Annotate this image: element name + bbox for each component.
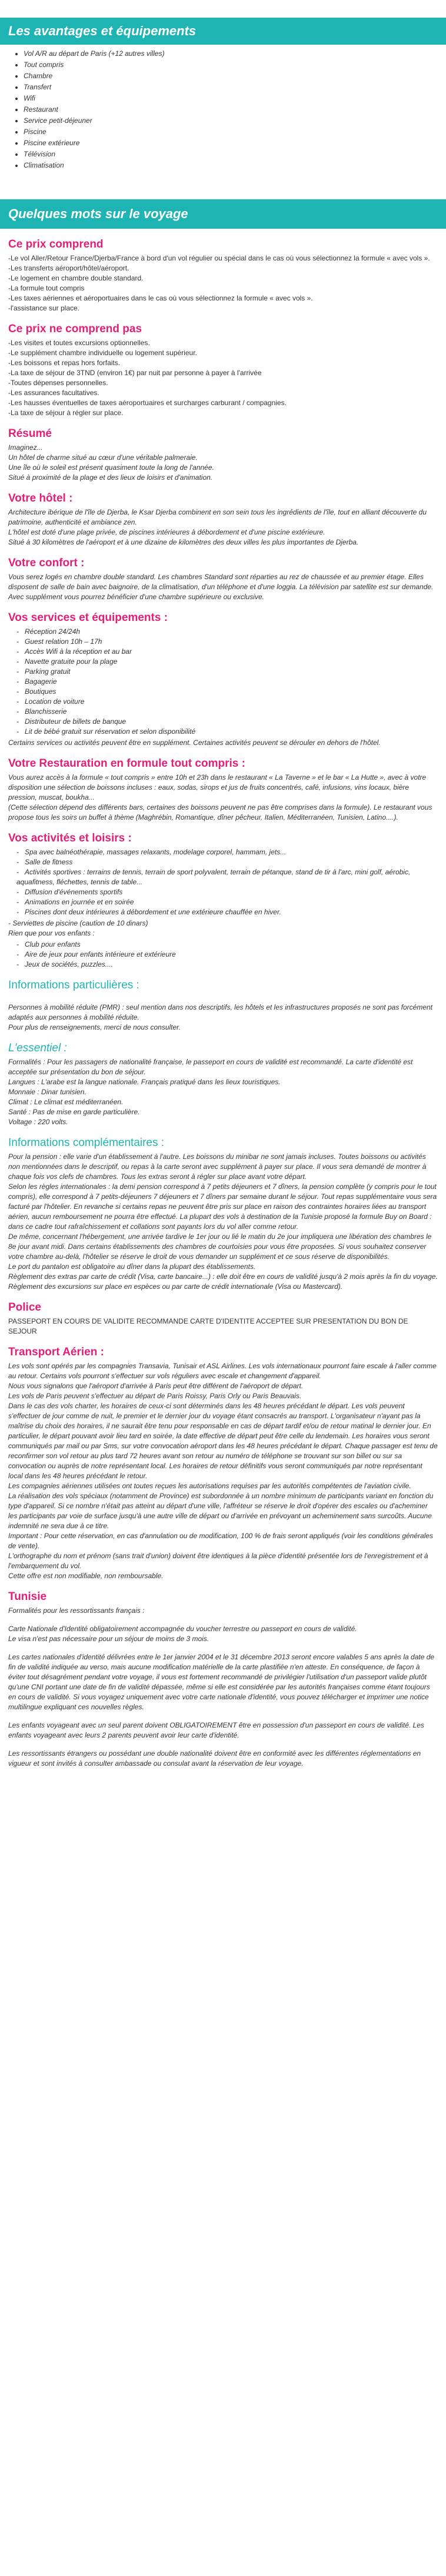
text-line: PASSEPORT EN COURS DE VALIDITE RECOMMANDE CARTE D'IDENTITE ACCEPTEE SUR PRESENTATION DU BON DE SEJOUR <box>8 1317 408 1335</box>
text-line: Règlement des extras par carte de crédit (Visa, carte bancaire...) : elle doit être en cours de validité jusqu'à 2 mois après la fin du voyage. <box>8 1272 438 1281</box>
text-line: Le port du pantalon est obligatoire au dîner dans la plupart des établissements. <box>8 1262 256 1271</box>
text-line: Les vols sont opérés par les compagnies Transavia, Tunisair et ASL Airlines. Les vols internationaux pourront faire escale à l'aller comme au retour. Certains vols pourront s'effectuer sur vols réguliers avec escale et changement d'appareil. <box>8 1362 437 1380</box>
list-item: - Guest relation 10h – 17h <box>16 637 102 646</box>
list-item: - Lit de bébé gratuit sur réservation et selon disponibilité <box>16 727 196 736</box>
text-line: Formalités pour les ressortissants français : <box>8 1606 145 1615</box>
text-line: Architecture ibérique de l'île de Djerba, le Ksar Djerba combinent en son sein tous les ingrédients de l'île, tout en alliant découverte du patrimoine, authenticité et ambiance zen. <box>8 508 427 526</box>
text-line: -l'assistance sur place. <box>8 304 80 312</box>
text-line: Nous vous signalons que l'aéroport d'arrivée à Paris peut être différent de l'aéroport de départ. <box>8 1382 304 1390</box>
list-item: - Réception 24/24h <box>16 627 81 636</box>
list-item: • Service petit-déjeuner <box>24 115 446 126</box>
list-item: - Boutiques <box>16 687 56 696</box>
text-line: Une île où le soleil est présent quasiment toute la long de l'année. <box>8 463 214 472</box>
list-item: - Salle de fitness <box>16 858 73 866</box>
list-item: - Piscines dont deux intérieures à débordement et une extérieure chauffée en hiver. <box>16 908 281 916</box>
heading-complementaires: Informations complémentaires : <box>8 1137 165 1149</box>
text-line: -Les boissons et repas hors forfaits. <box>8 359 121 367</box>
text-line: Santé : Pas de mise en garde particulière. <box>8 1108 140 1116</box>
text-line: Dans le cas des vols charter, les horaires de ceux-ci sont déterminés dans les 48 heures précédant le départ. Les vols peuvent s'effectuer de jour comme de nuit, le premier et le dernier jour du voyage étant consacrés au transport. L'organisateur n'ayant pas la maîtrise du choix des horaires, il ne saurait être tenu pour responsable en cas de départ tardif et/ou de retour matinal le dernier jour. En particulier, le départ pouvant avoir lieu tard en soirée, la date effective de départ peut être celle du lendemain. Les horaires vous seront communiqués par mail ou par Sms, sur votre convocation aéroport dans les 48 heures précédant le départ. Chaque passager est tenu de reconfirmer son vol retour au plus tard 72 heures avant son retour au numéro de téléphone se trouvant sur son billet ou sur sa convocation ou auprès de notre représentant local. Les horaires de retour définitifs vous seront communiqués par notre représentant local dans les 48 heures précédant le retour. <box>8 1402 438 1480</box>
list-item: • Piscine <box>24 126 446 138</box>
text-line: Rien que pour vos enfants : <box>8 929 95 937</box>
text-line: Personnes à mobilité réduite (PMR) : seul mention dans nos descriptifs, les hôtels et les infrastructures proposés ne sont pas forcément adaptés aux personnes à mobilité réduite. <box>8 1003 433 1021</box>
text-line: -La taxe de séjour de 3TND (environ 1€) par nuit par personne à payer à l'arrivée <box>8 369 262 377</box>
list-item: - Diffusion d'événements sportifs <box>16 888 123 896</box>
list-item: • Tout compris <box>24 59 446 71</box>
heading-services: Vos services et équipements : <box>8 612 168 624</box>
heading-tunisie: Tunisie <box>8 1591 47 1603</box>
text-line: Avec supplément vous pourrez bénéficier d'une chambre supérieure ou exclusive. <box>8 593 264 601</box>
list-item: - Parking gratuit <box>16 667 71 676</box>
text-line: Monnaie : Dinar tunisien. <box>8 1088 86 1096</box>
activites-list <box>8 847 438 917</box>
list-item: - Location de voiture <box>16 697 85 706</box>
text-line: -Le supplément chambre individuelle ou logement supérieur. <box>8 349 197 357</box>
text-line: Langues : L'arabe est la langue nationale. Français pratiqué dans les lieux touristiques. <box>8 1078 281 1086</box>
heading-prix-non-compris: Ce prix ne comprend pas <box>8 323 142 335</box>
list-item: - Jeux de sociétés, puzzles.... <box>16 960 114 968</box>
heading-informations: Informations particulières : <box>8 979 139 991</box>
heading-confort: Votre confort : <box>8 557 85 569</box>
voyage-content <box>0 238 446 1769</box>
text-line: - Serviettes de piscine (caution de 10 dinars) <box>8 919 148 927</box>
text-line: -Les assurances facultatives. <box>8 389 99 397</box>
enfants-list <box>8 940 438 970</box>
list-item: - Accès Wifi à la réception et au bar <box>16 647 132 656</box>
text-line: -La formule tout compris <box>8 284 85 292</box>
section-title-equipements: Les avantages et équipements <box>0 18 446 45</box>
list-item: - Spa avec balnéothérapie, massages relaxants, modelage corporel, hammam, jets... <box>16 848 287 856</box>
text-line: Un hôtel de charme situé au cœur d'une véritable palmeraie. <box>8 453 198 462</box>
heading-transport: Transport Aérien : <box>8 1346 104 1358</box>
text-line: Imaginez... <box>8 443 43 452</box>
text-line: -Toutes dépenses personnelles. <box>8 379 108 387</box>
heading-police: Police <box>8 1301 41 1314</box>
text-line: De même, concernant l'hébergement, une arrivée tardive le 1er jour ou lié le matin du 2e jour impliquera une libération des chambres le 8e jour avant midi. Dans certains établissements des chambres de courtoisies pour vous être proposées. Si vous souhaitez conserver votre chambre au-delà, l'hôtelier se réserve le droit de vous demander un supplément et ce sous réserve de disponibilités. <box>8 1232 432 1261</box>
list-item: • Chambre <box>24 71 446 82</box>
text-line: -Les taxes aériennes et aéroportuaires dans le cas où vous sélectionnez la formule « avec vols ». <box>8 294 313 302</box>
text-line: La réalisation des vols spéciaux (notamment de Province) est subordonnée à un nombre minimum de participants variant en fonction du type d'appareil. Si ce nombre n'était pas atteint au départ d'une ville, l'affréteur se réserve le droit d'opérer des escales ou d'acheminer les participants par voie de surface jusqu'à une autre ville de départ ou d'arrivée en prévoyant un acheminement sans surcoûts. Aucune indemnité ne sera due à ce titre. <box>8 1492 434 1530</box>
text-line: Carte Nationale d'Identité obligatoirement accompagnée du voucher terrestre ou passeport en cours de validité. <box>8 1625 357 1633</box>
text-line: Cette offre est non modifiable, non remboursable. <box>8 1572 164 1580</box>
heading-prix-compris: Ce prix comprend <box>8 238 104 250</box>
heading-activites: Vos activités et loisirs : <box>8 832 132 844</box>
list-item: • Climatisation <box>24 160 446 171</box>
text-line: L'hôtel est doté d'une plage privée, de piscines intérieures à débordement et d'une piscine extérieure. <box>8 528 325 536</box>
text-line: Les compagnies aériennes utilisées ont toutes reçues les autorisations requises par les autorités compétentes de l'aviation civile. <box>8 1482 411 1490</box>
list-item: • Vol A/R au départ de Paris (+12 autres villes) <box>24 48 446 59</box>
text-line: -Les visites et toutes excursions optionnelles. <box>8 339 150 347</box>
heading-resume: Résumé <box>8 427 52 440</box>
text-line: -Les transferts aéroport/hôtel/aéroport. <box>8 264 129 272</box>
text-line: Les vols de Paris peuvent s'effectuer au départ de Paris Roissy, Paris Orly ou Paris Beauvais. <box>8 1392 302 1400</box>
text-line: Pour plus de renseignements, merci de nous consulter. <box>8 1023 181 1031</box>
list-item: • Transfert <box>24 82 446 93</box>
text-line: -Le logement en chambre double standard. <box>8 274 144 282</box>
list-item: - Distributeur de billets de banque <box>16 717 127 726</box>
list-item: - Navette gratuite pour la plage <box>16 657 118 666</box>
text-line: Le visa n'est pas nécessaire pour un séjour de moins de 3 mois. <box>8 1635 209 1643</box>
text-line: Les ressortissants étrangers ou possédant une double nationalité doivent être en conformité avec les différentes réglementations en vigueur et sont invités à consulter ambassade ou consulat avant la réservation de leur voyage. <box>8 1749 421 1768</box>
text-line: Pour la pension : elle varie d'un établissement à l'autre. Les boissons du minibar ne sont jamais incluses. Toutes boissons ou activités non mentionnées dans le descriptif, ou repas à la carte seront avec supplément à payer sur place. Il vous sera demandé de montrer à chaque fois vos clefs de chambres. Tous les extras seront à régler sur place avant votre départ. <box>8 1152 427 1181</box>
heading-restauration: Votre Restauration en formule tout compris : <box>8 757 245 770</box>
text-line: -La taxe de séjour à régler sur place. <box>8 409 124 417</box>
list-item: • Wifi <box>24 93 446 104</box>
text-line: Formalités : Pour les passagers de nationalité française, le passeport en cours de validité est recommandé. La carte d'identité est acceptée sur présentation du bon de séjour. <box>8 1058 413 1076</box>
text-line: Voltage : 220 volts. <box>8 1118 68 1126</box>
section-title-voyage: Quelques mots sur le voyage <box>0 199 446 229</box>
text-line: Climat : Le climat est méditerranéen. <box>8 1098 124 1106</box>
text-line: -Le vol Aller/Retour France/Djerba/France à bord d'un vol régulier ou spécial dans le cas où vous sélectionnez la formule « avec vols ». <box>8 254 430 262</box>
text-line: (Cette sélection dépend des différents bars, certaines des boissons peuvent ne pas être comprises dans la formule). Le restaurant vous propose tous les soirs un buffet à thème (Maghrébin, Romantique, dîner pêcheur, Italien, Méditerranéen, Tunisien, Latino....). <box>8 803 432 821</box>
text-line: Important : Pour cette réservation, en cas d'annulation ou de modification, 100 % de frais seront appliqués (voir les conditions générales de vente). <box>8 1532 434 1550</box>
list-item: - Blanchisserie <box>16 707 67 716</box>
list-item: - Club pour enfants <box>16 940 81 948</box>
text-line: Les cartes nationales d'identité délivrées entre le 1er janvier 2004 et le 31 décembre 2013 seront encore valables 5 ans après la date de fin de validité indiquée au verso, mais aucune modification matérielle de la carte plastifiée n'en atteste. En conséquence, de façon à éviter tout désagrément pendant votre voyage, il vous est fortement recommandé de privilégier l'utilisation d'un passeport valide plutôt qu'une CNI portant une date de fin de validité dépassée, même si elle est considérée par les autorités françaises comme étant toujours en cours de validité. Si vous voyagez uniquement avec votre carte nationale d'identité, vous pouvez télécharger et imprimer une notice multilingue expliquant ces nouvelles règles. <box>8 1653 435 1711</box>
text-line: Les enfants voyageant avec un seul parent doivent OBLIGATOIREMENT être en possession d'un passeport en cours de validité. Les enfants voyageant avec leurs 2 parents peuvent avoir leur carte d'identité. <box>8 1721 424 1739</box>
list-item: - Activités sportives : terrains de tennis, terrain de sport polyvalent, terrain de pétanque, stand de tir à l'arc, mini golf, aérobic, aquafitness, fléchettes, tennis de table... <box>16 868 411 886</box>
list-item: - Bagagerie <box>16 677 57 686</box>
heading-essentiel: L'essentiel : <box>8 1042 67 1054</box>
list-item: • Restaurant <box>24 104 446 115</box>
services-note: Certains services ou activités peuvent être en supplément. Certaines activités peuvent se dérouler en dehors de l'hôtel. <box>8 739 381 747</box>
list-item: - Animations en journée et en soirée <box>16 898 134 906</box>
text-line: Selon les règles internationales : la demi pension correspond à 7 petits déjeuners et 7 dîners, la pension complète (y compris pour le tout compris), elle correspond à 7 petits-déjeuners 7 déjeuners et 7 dîners par semaine durant le séjour. Tout repas supplémentaire vous sera facturé par l'hôtelier. En revanche si certains repas ne peuvent être pris sur place en raison des contraintes horaires liées au transport aérien, aucun remboursement ne pourra être effectué. La plupart des vols à destination de la Tunisie proposé la formule Buy on Board : dans ce cadre tout rafraîchissement et collations sont payants lors du vol aller comme retour. <box>8 1182 437 1231</box>
text-line: Situé à 30 kilomètres de l'aéroport et à une dizaine de kilomètres des deux villes les plus importantes de Djerba. <box>8 538 359 546</box>
list-item: • Piscine extérieure <box>24 138 446 149</box>
services-list <box>8 627 438 737</box>
text-line: L'orthographe du nom et prénom (sans trait d'union) doivent être identiques à la pièce d'identité présentée lors de l'enregistrement et à l'embarquement du vol. <box>8 1552 428 1570</box>
text-line: Vous aurez accès à la formule « tout compris » entre 10h et 23h dans le restaurant « La Taverne » et le bar « La Hutte », avec à votre disposition une sélection de boissons incluses : eaux, sodas, sirops et jus de fruits concentrés, café, infusions, vins locaux, bière pression, muscat, boukha... <box>8 773 427 801</box>
text-line: Règlement des excursions sur place en espèces ou par carte de crédit internationale (Visa ou Mastercard). <box>8 1282 343 1291</box>
equipements-list <box>0 48 446 171</box>
heading-hotel: Votre hôtel : <box>8 492 73 504</box>
text-line: -Les hausses éventuelles de taxes aéroportuaires et surcharges carburant / compagnies. <box>8 399 287 407</box>
text-line: Situé à proximité de la plage et des lieux de loisirs et d'animation. <box>8 473 213 482</box>
text-line: Vous serez logés en chambre double standard. Les chambres Standard sont réparties au rez de chaussée et au premier étage. Elles disposent de salle de bain avec baignoire, de la climatisation, d'un téléphone et d'une loggia. La télévision par satellite est sur demande. <box>8 573 434 591</box>
list-item: • Télévision <box>24 149 446 160</box>
list-item: - Aire de jeux pour enfants intérieure et extérieure <box>16 950 176 958</box>
